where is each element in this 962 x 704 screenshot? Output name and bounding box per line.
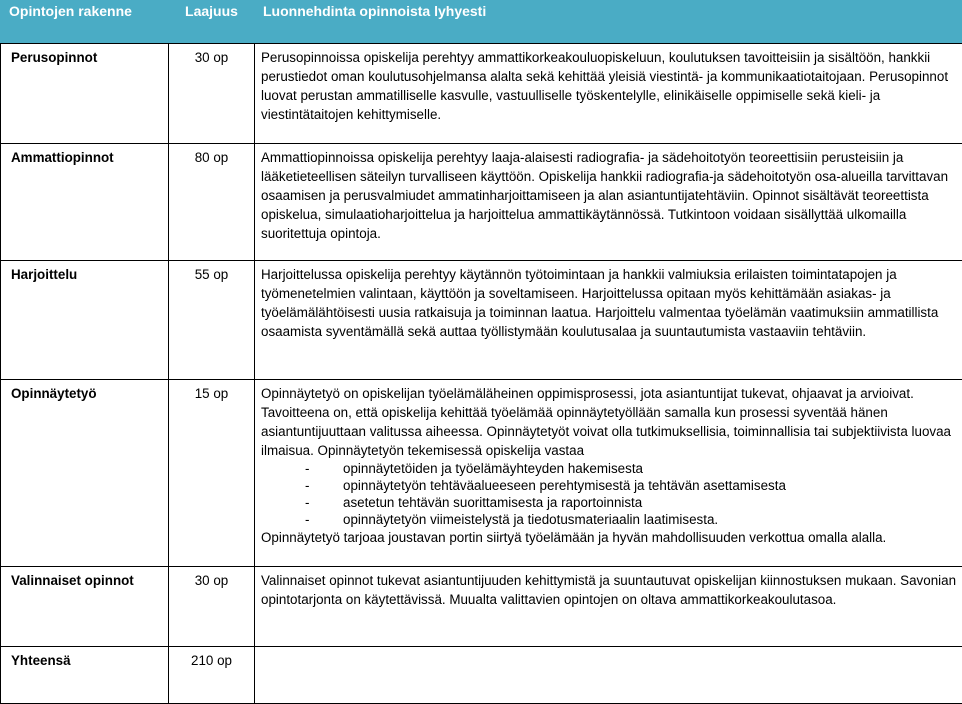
row-description-cell bbox=[255, 380, 962, 567]
row-name: Opinnäytetyö bbox=[1, 380, 169, 567]
table-header-row bbox=[1, 1, 962, 44]
row-description: Harjoittelussa opiskelija perehtyy käytännön työtoimintaan ja hankkii valmiuksia erilaisten toimintatapojen ja työmenetelmien valintaan, käyttöön ja soveltamiseen. Harjoittelussa opitaan myös kehittämään asiakas- ja työelämälähtöisesti uusia ratkaisuja ja toiminnan laatua. Harjoittelu valmentaa työelämän vaatimuksiin ammatillista osaamista syventämällä sekä auttaa työllistymään koulutusalaa ja suuntautumista vastaaviin tehtäviin. bbox=[255, 261, 962, 380]
row-name: Yhteensä bbox=[1, 647, 169, 704]
list-item: - opinnäytetöiden ja työelämäyhteyden hakemisesta bbox=[305, 460, 956, 477]
table-row bbox=[1, 380, 962, 567]
row-credits: 30 op bbox=[169, 44, 255, 144]
row-description: Perusopinnoissa opiskelija perehtyy ammattikorkeakouluopiskeluun, koulutuksen tavoitteisiin ja sisältöön, hankkii perustiedot oman koulutusohjelmansa alalta sekä kehittää yleisiä viestintä- ja kommunikaatiotaitojaan. Perusopinnot luovat perustan ammatilliselle kasvulle, vastuulliselle työskentelylle, elinikäiselle oppimiselle sekä kieli- ja viestintätaitojen kehittymiselle. bbox=[255, 44, 962, 144]
row-credits: 80 op bbox=[169, 144, 255, 261]
list-item: - opinnäytetyön tehtäväalueeseen perehtymisestä ja tehtävän asettamisesta bbox=[305, 477, 956, 494]
table-row bbox=[1, 144, 962, 261]
row-description: Ammattiopinnoissa opiskelija perehtyy laaja-alaisesti radiografia- ja sädehoitotyön teoreettisiin perusteisiin ja lääketieteellisen säteilyn turvalliseen käyttöön. Opiskelija hankkii radiografia-ja sädehoitotyön osa-alueilla tarvittavan osaamisen ja perusvalmiudet ammatinharjoittamiseen ja alan asiantuntijatehtäviin. Opinnot sisältävät teoreettista opiskelua, simulaatioharjoittelua ja harjoittelua ammattikäytännössä. Tutkintoon voidaan sisällyttää ulkomailla suoritettuja opintoja. bbox=[255, 144, 962, 261]
row-name: Valinnaiset opinnot bbox=[1, 567, 169, 647]
row-description: Valinnaiset opinnot tukevat asiantuntijuuden kehittymistä ja suuntautuvat opiskelijan kiinnostuksen mukaan. Savonian opintotarjonta on käytettävissä. Muualta valittavien opintojen on oltava ammattikorkeakoulutasoa. bbox=[255, 567, 962, 647]
list-item: - opinnäytetyön viimeistelystä ja tiedotusmateriaalin laatimisesta. bbox=[305, 511, 956, 528]
table-row-total bbox=[1, 647, 962, 704]
row-name: Harjoittelu bbox=[1, 261, 169, 380]
header-credits: Laajuus bbox=[169, 1, 255, 44]
row-credits: 30 op bbox=[169, 567, 255, 647]
table-row bbox=[1, 567, 962, 647]
row-name: Ammattiopinnot bbox=[1, 144, 169, 261]
list-item: - asetetun tehtävän suorittamisesta ja raportoinnista bbox=[305, 494, 956, 511]
row-closing: Opinnäytetyö tarjoaa joustavan portin siirtyä työelämään ja hyvän mahdollisuuden verkottua omalla alalla. bbox=[261, 528, 956, 547]
row-credits: 55 op bbox=[169, 261, 255, 380]
row-name: Perusopinnot bbox=[1, 44, 169, 144]
task-list bbox=[261, 460, 956, 528]
header-description: Luonnehdinta opinnoista lyhyesti bbox=[255, 1, 962, 44]
row-description bbox=[255, 647, 962, 704]
table-row bbox=[1, 261, 962, 380]
table-row bbox=[1, 44, 962, 144]
row-description: Opinnäytetyö on opiskelijan työelämäläheinen oppimisprosessi, jota asiantuntijat tukevat, ohjaavat ja arvioivat. Tavoitteena on, että opiskelija kehittää työelämää opinnäytetyöllään samalla kun prosessi syventää hänen asiantuntijuuttaan valitussa aiheessa. Opinnäytetyöt voivat olla tutkimuksellisia, toiminnallisia tai subjektiivista luovaa ilmaisua. Opinnäytetyön tekemisessä opiskelija vastaa bbox=[261, 384, 956, 460]
row-credits: 210 op bbox=[169, 647, 255, 704]
row-credits: 15 op bbox=[169, 380, 255, 567]
header-structure: Opintojen rakenne bbox=[1, 1, 169, 44]
